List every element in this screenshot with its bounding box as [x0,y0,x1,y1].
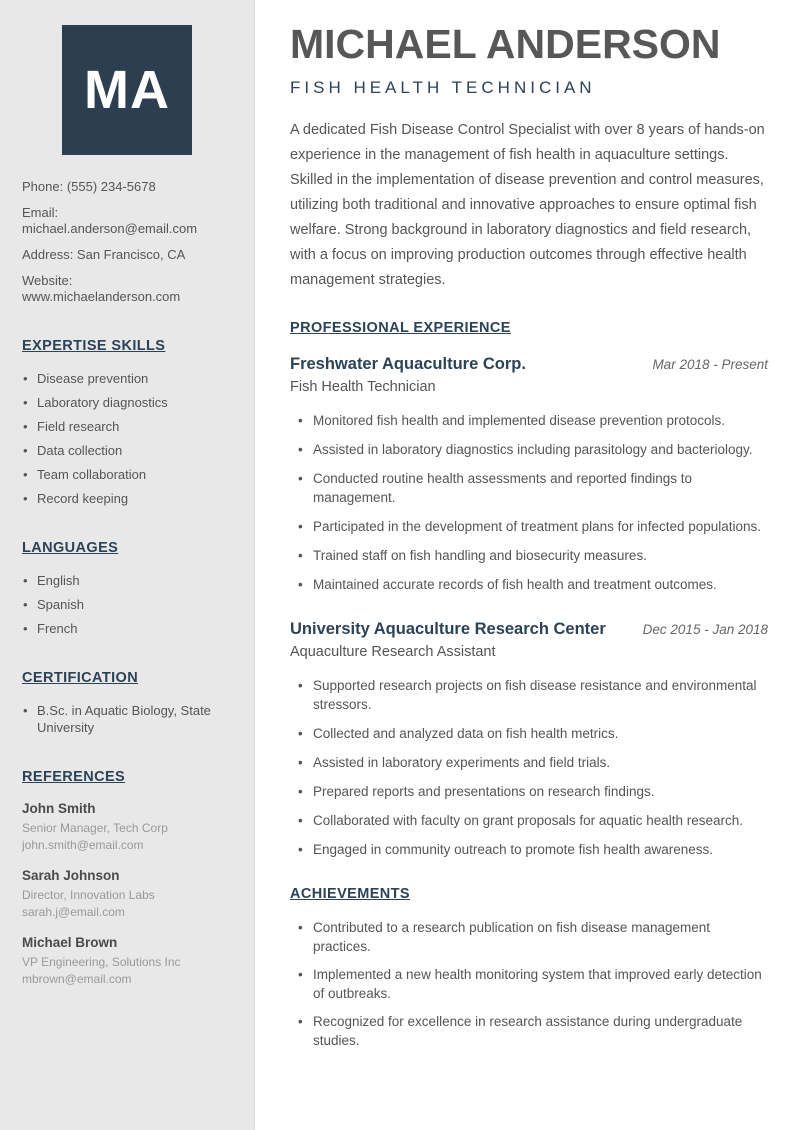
avatar [62,25,192,155]
job-bullet: • Collected and analyzed data on fish health metrics. [290,724,768,743]
achievement-bullet: • Implemented a new health monitoring system that improved early detection of outbreaks. [290,965,768,1003]
reference-entry [22,935,232,988]
skill-item: • Team collaboration [22,466,232,483]
skill-item: • Field research [22,418,232,435]
experience-heading: PROFESSIONAL EXPERIENCE [290,320,511,336]
language-item: • Spanish [22,596,232,613]
job-bullets [290,411,768,594]
job-bullet: • Trained staff on fish handling and biosecurity measures. [290,546,768,565]
achievement-bullet: • Contributed to a research publication on fish disease management practices. [290,918,768,956]
languages-list [22,572,232,637]
job-entry [290,355,768,594]
reference-email: mbrown@email.com [22,972,132,986]
person-name: MICHAEL ANDERSON [290,21,721,67]
contact-website: Website: www.michaelanderson.com [22,273,181,304]
job-role: Aquaculture Research Assistant [290,644,496,660]
reference-email: john.smith@email.com [22,838,144,852]
skills-heading: EXPERTISE SKILLS [22,338,166,354]
job-bullet: • Assisted in laboratory diagnostics including parasitology and bacteriology. [290,440,768,459]
reference-name: Michael Brown [22,935,118,950]
reference-entry [22,801,232,854]
skill-item: • Laboratory diagnostics [22,394,232,411]
job-entry [290,620,768,859]
skill-item: • Record keeping [22,490,232,507]
languages-heading: LANGUAGES [22,540,119,556]
job-bullet: • Prepared reports and presentations on research findings. [290,782,768,801]
job-dates: Mar 2018 - Present [652,357,768,372]
skill-item: • Disease prevention [22,370,232,387]
job-header [290,355,768,374]
reference-role: Senior Manager, Tech Corp [22,821,168,835]
certification-heading: CERTIFICATION [22,670,139,686]
job-role: Fish Health Technician [290,379,436,395]
certification-list [22,702,232,736]
job-dates: Dec 2015 - Jan 2018 [642,622,768,637]
certification-item: • B.Sc. in Aquatic Biology, State University [22,702,232,736]
contact-email: Email: michael.anderson@email.com [22,205,198,236]
resume-sidebar [0,0,255,1130]
job-bullet: • Collaborated with faculty on grant proposals for aquatic health research. [290,811,768,830]
job-bullets [290,676,768,859]
job-bullet: • Participated in the development of treatment plans for infected populations. [290,517,768,536]
job-bullet: • Conducted routine health assessments and reported findings to management. [290,469,768,507]
reference-entry [22,868,232,921]
company-name: Freshwater Aquaculture Corp. [290,355,526,373]
job-bullet: • Supported research projects on fish disease resistance and environmental stressors. [290,676,768,714]
job-header [290,620,768,639]
person-title: FISH HEALTH TECHNICIAN [290,78,596,97]
contact-address: Address: San Francisco, CA [22,247,186,262]
company-name: University Aquaculture Research Center [290,620,606,638]
skills-list [22,370,232,507]
job-bullet: • Monitored fish health and implemented disease prevention protocols. [290,411,768,430]
reference-name: Sarah Johnson [22,868,120,883]
summary-paragraph: A dedicated Fish Disease Control Specialist with over 8 years of hands-on experience in the management of fish health in aquaculture settings. Skilled in the implementation of disease prevention and control measures, utilizing both traditional and innovative approaches to ensure optimal fish welfare. Strong background in laboratory diagnostics and field research, with a focus on improving production outcomes through effective health management strategies. [290,122,765,288]
job-bullet: • Maintained accurate records of fish health and treatment outcomes. [290,575,768,594]
reference-role: Director, Innovation Labs [22,888,155,902]
language-item: • English [22,572,232,589]
achievement-bullet: • Recognized for excellence in research assistance during undergraduate studies. [290,1012,768,1050]
avatar-initials: MA [84,60,170,120]
reference-email: sarah.j@email.com [22,905,125,919]
references-heading: REFERENCES [22,769,126,785]
achievements-heading: ACHIEVEMENTS [290,886,411,902]
job-bullet: • Engaged in community outreach to promote fish health awareness. [290,840,768,859]
resume-main [290,0,768,1059]
job-bullet: • Assisted in laboratory experiments and field trials. [290,753,768,772]
language-item: • French [22,620,232,637]
contact-phone: Phone: (555) 234-5678 [22,179,156,194]
reference-role: VP Engineering, Solutions Inc [22,955,181,969]
skill-item: • Data collection [22,442,232,459]
achievements-list [290,918,768,1050]
reference-name: John Smith [22,801,96,816]
contact-info [22,179,232,305]
